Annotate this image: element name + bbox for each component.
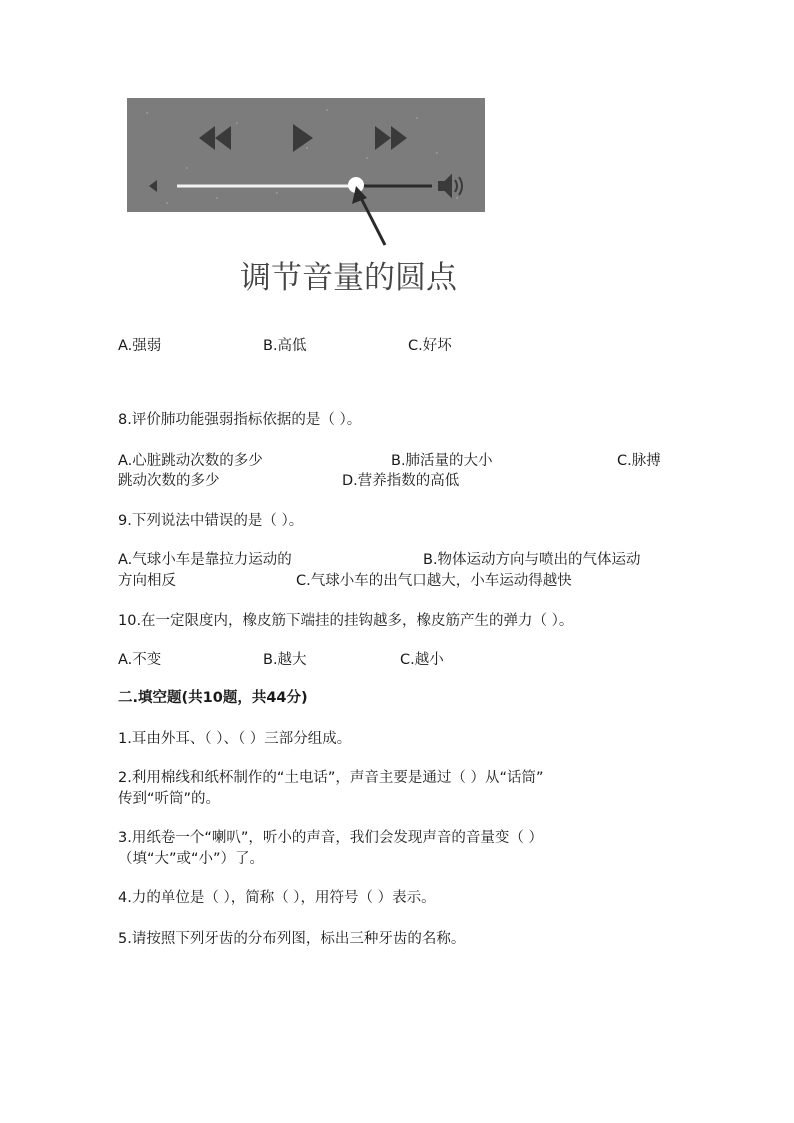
q8-option-d: D.营养指数的高低 bbox=[342, 473, 460, 489]
q10-stem: 10.在一定限度内，橡皮筋下端挂的挂钩越多，橡皮筋产生的弹力（ ）。 bbox=[118, 613, 574, 629]
arrow-pointer-icon bbox=[340, 180, 400, 250]
q8-option-c-part2: 跳动次数的多少 bbox=[118, 473, 220, 489]
q8-option-c-part1: C.脉搏 bbox=[617, 453, 661, 469]
q8-option-a: A.心脏跳动次数的多少 bbox=[118, 453, 263, 469]
volume-high-icon bbox=[439, 176, 462, 196]
fill-q1: 1.耳由外耳、（ ）、（ ）三部分组成。 bbox=[118, 731, 352, 747]
q9-option-c: C.气球小车的出气口越大，小车运动得越快 bbox=[296, 573, 572, 589]
fill-q3-line1: 3.用纸卷一个“喇叭”，听小的声音，我们会发现声音的音量变（ ） bbox=[118, 830, 543, 846]
q10-option-a: A.不变 bbox=[118, 652, 162, 668]
fill-q4: 4.力的单位是（ ），简称（ ），用符号（ ）表示。 bbox=[118, 890, 436, 906]
q9-option-b-part1: B.物体运动方向与喷出的气体运动 bbox=[423, 552, 641, 568]
q9-option-b-part2: 方向相反 bbox=[118, 573, 176, 589]
q9-stem: 9.下列说法中错误的是（ ）。 bbox=[118, 513, 304, 529]
rewind-icon bbox=[199, 126, 231, 150]
q7-option-a: A.强弱 bbox=[118, 338, 162, 354]
play-icon bbox=[293, 124, 313, 152]
fast-forward-icon bbox=[375, 126, 407, 150]
section2-title: 二.填空题(共10题，共44分) bbox=[118, 690, 308, 706]
fill-q2-line1: 2.利用棉线和纸杯制作的“土电话”，声音主要是通过（ ）从“话筒” bbox=[118, 770, 544, 786]
fill-q5: 5.请按照下列牙齿的分布列图，标出三种牙齿的名称。 bbox=[118, 931, 466, 947]
player-controls-drawing bbox=[127, 98, 485, 212]
q10-option-c: C.越小 bbox=[400, 652, 444, 668]
fill-q2-line2: 传到“听筒”的。 bbox=[118, 791, 221, 807]
q10-option-b: B.越大 bbox=[263, 652, 307, 668]
media-player-figure bbox=[127, 98, 485, 212]
q8-stem: 8.评价肺功能强弱指标依据的是（ ）。 bbox=[118, 412, 362, 428]
q8-option-b: B.肺活量的大小 bbox=[391, 453, 493, 469]
q9-option-a: A.气球小车是靠拉力运动的 bbox=[118, 552, 292, 568]
figure-caption: 调节音量的圆点 bbox=[240, 260, 457, 296]
fill-q3-line2: （填“大”或“小”）了。 bbox=[118, 851, 265, 867]
volume-low-icon bbox=[149, 180, 157, 192]
q7-option-c: C.好坏 bbox=[408, 338, 452, 354]
q7-option-b: B.高低 bbox=[263, 338, 307, 354]
